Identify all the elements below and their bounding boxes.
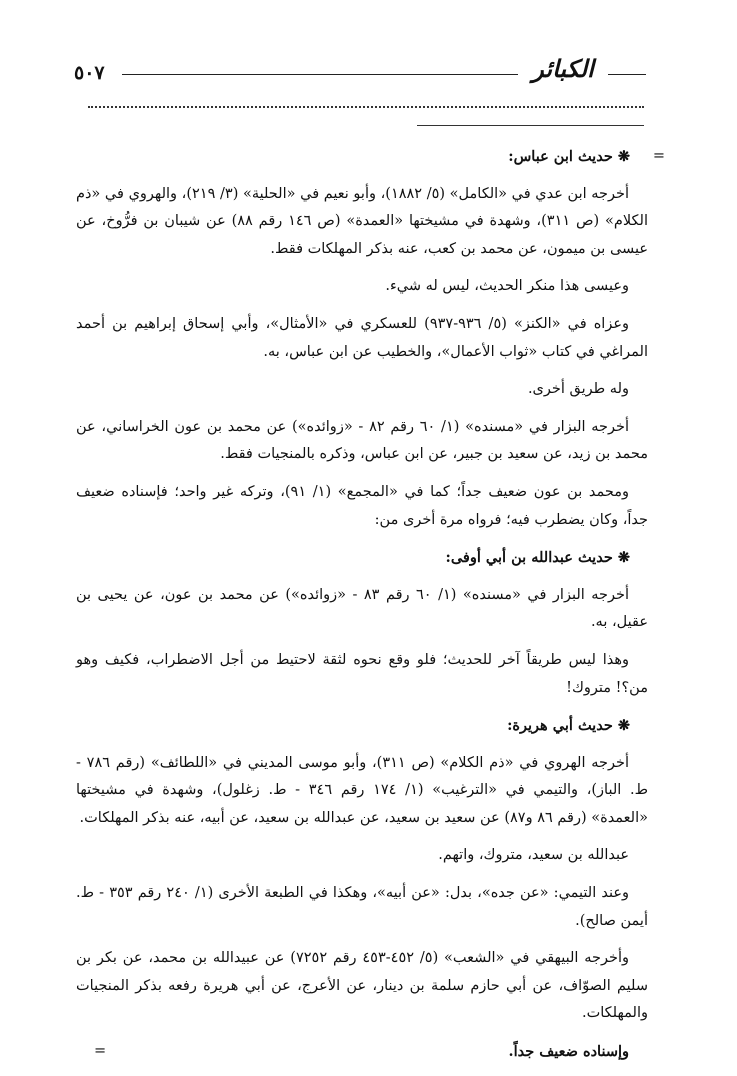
paragraph: وأخرجه البيهقي في «الشعب» (٥/ ٤٥٢-٤٥٣ رقم ٧٢٥٢) عن عبيدالله بن محمد، عن بكر بن سليم الصوّاف، عن أبي حازم سلمة بن دينار، عن الأعرج، عن أبي هريرة رفعه بذكر المنجيات والمهلكات. — [76, 950, 648, 1022]
asterisk-icon: ❋ — [612, 148, 630, 165]
page-number: ٥٠٧ — [74, 62, 105, 84]
section-heading-ibn-abbas: = ❋ حديث ابن عباس: — [76, 143, 648, 171]
paragraph: وله طريق أخرى. — [527, 381, 629, 398]
paragraph: وعند التيمي: «عن جده»، بدل: «عن أبيه»، وهكذا في الطبعة الأخرى (١/ ٢٤٠ رقم ٣٥٣ - ط. أيمن صالح). — [76, 885, 648, 929]
paragraph: وهذا ليس طريقاً آخر للحديث؛ فلو وقع نحوه لثقة لاحتيط من أجل الاضطراب، فكيف وهو من؟! متروك! — [76, 651, 648, 696]
section-heading-abu-hurayra: ❋ حديث أبي هريرة: — [507, 717, 630, 735]
paragraph: أخرجه ابن عدي في «الكامل» (٥/ ١٨٨٢)، وأبو نعيم في «الحلية» (٣/ ٢١٩)، والهروي في «ذم الكلام» (ص ٣١١)، وشهدة في مشيختها «العمدة» (ص ١٤٦ رقم ٨٨) عن شيبان بن فرُّوخ، عن عيسى بن ميمون، عن محمد بن كعب، عنه بذكر المهلكات فقط. — [76, 185, 648, 257]
paragraph: وعزاه في «الكنز» (٥/ ٩٣٦-٩٣٧) للعسكري في «الأمثال»، وأبي إسحاق إبراهيم بن أحمد المراغي في كتاب «ثواب الأعمال»، والخطيب عن ابن عباس، به. — [76, 315, 648, 360]
paragraph: ومحمد بن عون ضعيف جداً؛ كما في «المجمع» (١/ ٩١)، وتركه غير واحد؛ فإسناده ضعيف جداً، وكان يضطرب فيه؛ فرواه مرة أخرى من: — [76, 483, 648, 528]
paragraph: عبدالله بن سعيد، متروك، واتهم. — [438, 847, 629, 864]
dotted-separator — [88, 96, 644, 108]
end-mark: = — [94, 1043, 107, 1060]
running-title: الكبائر — [532, 54, 594, 83]
closing-paragraph: وإسناده ضعيف جداً. = — [76, 1038, 648, 1066]
footnote-separator — [417, 125, 644, 126]
paragraph: أخرجه البزار في «مسنده» (١/ ٦٠ رقم ٨٣ - «زوائده») عن محمد بن عون، عن يحيى بن عقيل، به. — [76, 586, 648, 631]
asterisk-icon: ❋ — [612, 717, 630, 735]
section-heading-ibn-abi-awfa: ❋ حديث عبدالله بن أبي أوفى: — [445, 549, 630, 567]
header-rule-left — [122, 74, 518, 75]
header-rule-right — [608, 74, 646, 75]
paragraph: أخرجه البزار في «مسنده» (١/ ٦٠ رقم ٨٢ - «زوائده») عن محمد بن عون الخراساني، عن محمد بن زيد، عن سعيد بن جبير، عن ابن عباس، وذكره بالمنجيات فقط. — [76, 418, 648, 463]
asterisk-icon: ❋ — [612, 549, 630, 567]
continuation-mark: = — [652, 148, 665, 164]
paragraph: وعيسى هذا منكر الحديث، ليس له شيء. — [385, 278, 629, 295]
footnote-text — [76, 143, 665, 1076]
paragraph: أخرجه الهروي في «ذم الكلام» (ص ٣١١)، وأبو موسى المديني في «اللطائف» (رقم ٧٨٦ - ط. الباز)، والتيمي في «الترغيب» (١/ ١٧٤ رقم ٣٤٦ - ط. زغلول)، وشهدة في مشيختها «العمدة» (رقم ٨٦ و٨٧) عن سعيد بن سعيد، عن عبدالله بن سعيد، عن أبيه، عنه بذكر المهلكات. — [76, 754, 648, 826]
